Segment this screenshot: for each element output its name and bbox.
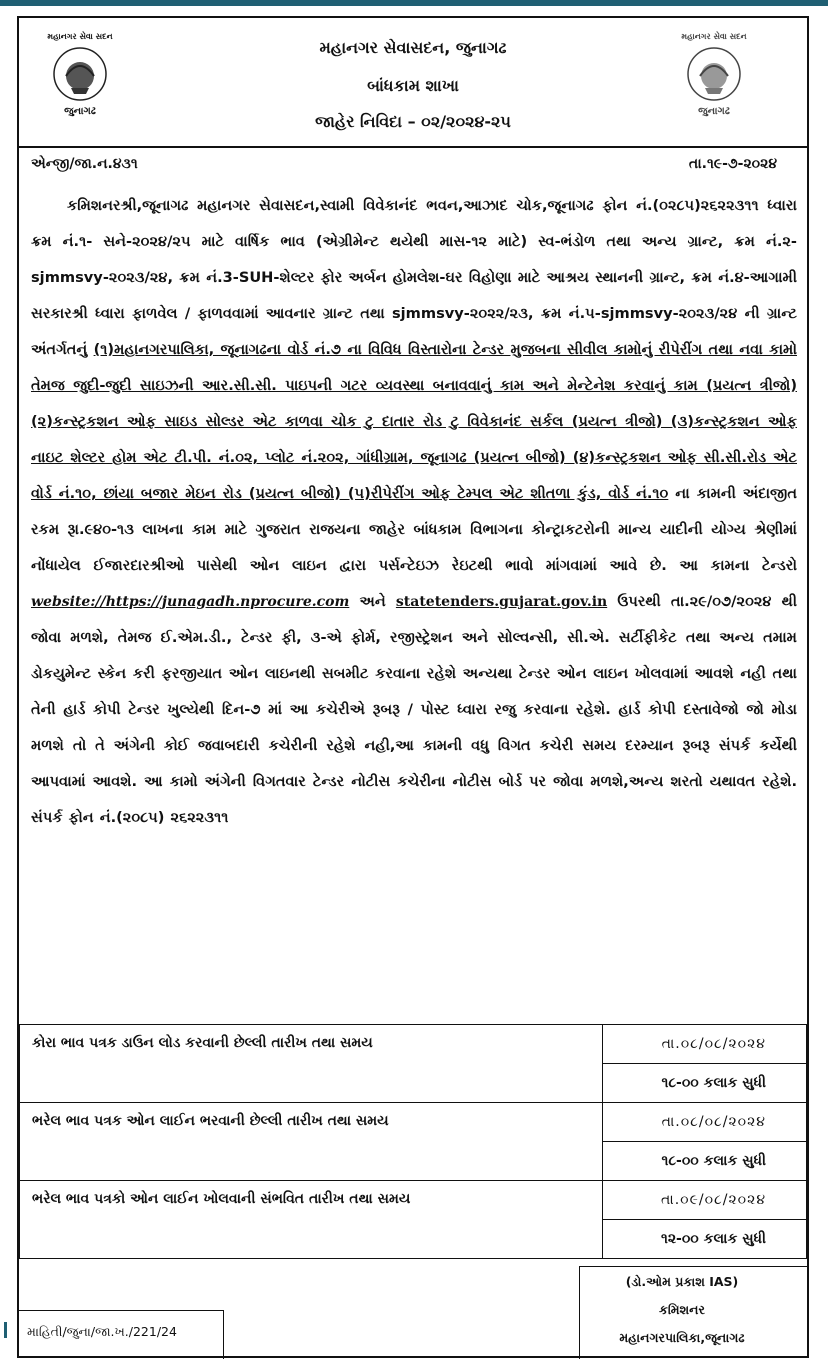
body-estimate: ના કામની અંદાજીત રકમ રૂા.૯૪૦-૧૩ લાખના કામ માટે ગુજરાત રાજયના જાહેર બાંધકામ વિભાગના કોન્ટ્રાકટરોની માન્ય યાદીની યોગ્ય શ્રેણીમાં નોંધાયેલ ઈજારદારશ્રીઓ પાસેથી ઓન લાઇન દ્વારા પર્સન્ટેઇઝ રેઇટથી ભાવો માંગવામાં આવે છે. આ કામના ટેન્ડરો [31,485,797,574]
works-list: (૧)મહાનગરપાલિકા, જૂનાગઢના વોર્ડ નં.૭ ના વિવિધ વિસ્તારોના ટેન્ડર મુજબના સીવીલ કામોનું રીપેરીંગ તથા નવા કામો તેમજ જુદી-જુદી સાઇઝની આર.સી.સી. પાઇપની ગટર વ્યવસ્થા બનાવવાનું કામ અને મેન્ટેનેશ કરવાનું કામ (પ્રયત્ન ત્રીજો) (૨)કન્સ્ટ્રકશન ઓફ સાઇડ સોલ્ડર એટ કાળવા ચોક ટુ દાતાર રોડ ટુ વિવેકાનંદ સર્કલ (પ્રયત્ન ત્રીજો) (૩)કન્સ્ટ્રકશન ઓફ નાઇટ શેલ્ટર હોમ એટ ટી.પી. નં.૦૨, પ્લોટ નં.૨૦૨, ગાંધીગ્રામ, જૂનાગઢ (પ્રયત્ન બીજો) (૪)કન્સ્ટ્રકશન ઓફ સી.સી.રોડ એટ વોર્ડ નં.૧૦, છાંયા બજાર મેઇન રોડ (પ્રયત્ન બીજો) (૫)રીપેરીંગ ઓફ ટેમ્પલ એટ શીતળા કુંડ, વોર્ડ નં.૧૦ [31,341,797,502]
reference-number: એન્જી/જા.ન.૪૩૧ [31,156,138,172]
table-row [20,1181,807,1259]
department-name: બાંધકામ શાખા [367,76,459,95]
website-link-statetenders[interactable]: statetenders.gujarat.gov.in [395,594,608,610]
body-intro: કમિશનરશ્રી,જૂનાગઢ મહાનગર સેવાસદન,સ્વામી વિવેકાનંદ ભવન,આઝાદ ચોક,જૂનાગઢ ફોન નં.(૦૨૮૫)૨૬૨૨૩૧૧ ધ્વારા ક્રમ નં.૧- સને-૨૦૨૪/૨૫ માટે વાર્ષિક ભાવ (એગ્રીમેન્ટ થયેથી માસ-૧૨ માટે) સ્વ-ભંડોળ તથા અન્ય ગ્રાન્ટ, ક્રમ નં.૨- sjmmsvy-૨૦૨૩/૨૪, ક્રમ નં.3-SUH-શેલ્ટર ફોર અર્બન હોમલેશ-ઘર વિહોણા માટે આશ્રય સ્થાનની ગ્રાન્ટ, ક્રમ નં.૪-આગામી સરકારશ્રી ધ્વારા ફાળવેલ / ફાળવવામાં આવનાર ગ્રાન્ટ તથા sjmmsvy-૨૦૨૨/૨૩, ક્રમ નં.૫-sjmmsvy-૨૦૨૩/૨૪ ની ગ્રાન્ટ અંતર્ગતનું [31,197,797,358]
schedule-table [19,1024,807,1259]
footer-code: માહિતી/જુના/જા.ખ./221/24 [27,1324,177,1339]
signatory-designation: કમિશનર [659,1302,705,1317]
organization-name: મહાનગર સેવાસદન, જુનાગઢ [319,38,507,57]
schedule-label: ભરેલ ભાવ પત્રકો ઓન લાઈન ખોલવાની સંભવિત તારીખ તથા સમય [20,1181,603,1259]
signatory-office: મહાનગરપાલિકા,જૂનાગઢ [619,1330,745,1345]
body-and: અને [359,593,386,610]
notice-header [19,18,807,148]
corporation-logo-left [41,36,119,132]
schedule-time: ૧૮-૦૦ કલાક સુધી [661,1153,766,1169]
schedule-date: તા.૦૮/૦૮/૨૦૨૪ [603,1025,806,1064]
schedule-label: ભરેલ ભાવ પત્રક ઓન લાઈન ભરવાની છેલ્લી તારીખ તથા સમય [20,1103,603,1181]
logo-caption-bottom-right: જુનાગઢ [698,106,730,117]
schedule-label: કોરા ભાવ પત્રક ડાઉન લોડ કરવાની છેલ્લી તારીખ તથા સમય [20,1025,603,1103]
tender-notice [17,16,809,1358]
schedule-date: તા.૦૯/૦૮/૨૦૨૪ [603,1181,806,1220]
schedule-time: ૧૮-૦૦ કલાક સુધી [661,1075,766,1091]
table-row [20,1103,807,1181]
notice-meta [31,156,795,172]
schedule-value [602,1181,806,1259]
website-link-nprocure[interactable]: website://https://junagadh.nprocure.com [31,594,350,610]
schedule-value [602,1103,806,1181]
side-mark [4,1322,7,1338]
schedule-value [602,1025,806,1103]
logo-caption-top-left: મહાનગર સેવા સદન [47,32,113,41]
schedule-date: તા.૦૮/૦૮/૨૦૨૪ [603,1103,806,1142]
logo-caption-top-right: મહાનગર સેવા સદન [681,32,747,41]
signatory-name: (ડો.ઓમ પ્રકાશ IAS) [625,1274,739,1289]
table-row [20,1025,807,1103]
notice-date: તા.૧૯-૭-૨૦૨૪ [688,156,777,172]
notice-body [31,188,797,836]
top-color-bar [0,0,828,6]
logo-caption-bottom-left: જુનાગઢ [64,106,96,117]
schedule-time: ૧૨-૦૦ કલાક સુધી [660,1231,766,1247]
notice-title: જાહેર નિવિદા – ૦૨/૨૦૨૪-૨૫ [315,112,511,131]
body-conditions: ઉપરથી તા.૨૯/૦૭/૨૦૨૪ થી જોવા મળશે, તેમજ ઈ.એમ.ડી., ટેન્ડર ફી, ૩-એ ફોર્મ, રજીસ્ટ્રેશન અને સોલ્વન્સી, સી.એ. સર્ટીફીકેટ તથા અન્ય તમામ ડોકયુમેન્ટ સ્કેન કરી ફરજીયાત ઓન લાઇનથી સબમીટ કરવાના રહેશે અન્યથા ટેન્ડર ઓન લાઇન ખોલવામાં આવશે નહી તથા તેની હાર્ડ કોપી ટેન્ડર ખુલ્યેથી દિન-૭ માં આ કચેરીએ રૂબરૂ / પોસ્ટ ધ્વારા રજુ કરવાના રહેશે. હાર્ડ કોપી દસ્તાવેજો જો મોડા મળશે તો તે અંગેની કોઈ જવાબદારી કચેરીની રહેશે નહી,આ કામની વધુ વિગત કચેરી સમય દરમ્યાન રૂબરૂ સંપર્ક કર્યેથી આપવામાં આવશે. આ કામો અંગેની વિગતવાર ટેન્ડર નોટીસ કચેરીના નોટીસ બોર્ડ પર જોવા મળશે,અન્ય શરતો યથાવત રહેશે. સંપર્ક ફોન નં.(૨૦૮૫) ૨૬૨૨૩૧૧ [31,593,797,826]
